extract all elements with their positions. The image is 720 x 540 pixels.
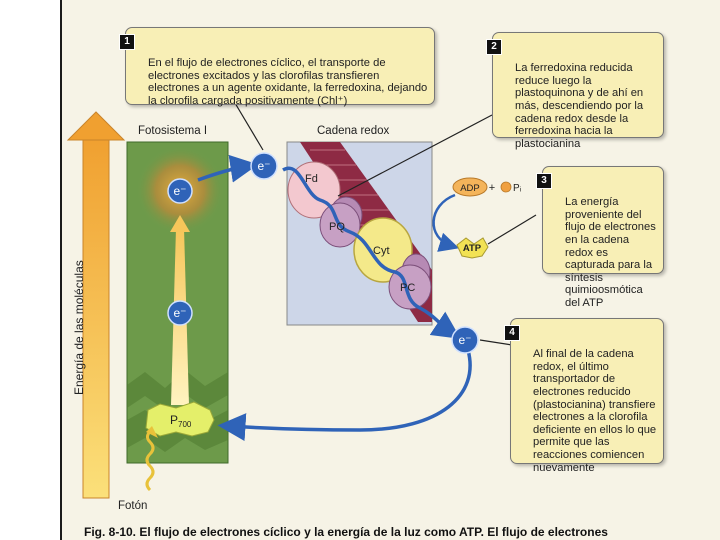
electron-return-arrow: [228, 350, 470, 430]
phosphate-dot: [501, 182, 511, 192]
energy-axis-label: Energía de las moléculas: [72, 260, 86, 395]
callout-1-text: En el flujo de electrones cíclico, el transporte de electrones excitados y las clorofilas transfieren electrones a un agente oxidante, la ferredoxina, dejando la clorofila cargada positivamente (Chl⁺): [148, 57, 428, 107]
fd-label: Fd: [305, 173, 318, 185]
electron-excited-label: e⁻: [173, 184, 187, 198]
p700-complex: [146, 402, 214, 436]
callout-2-number: 2: [486, 39, 502, 55]
photon-label: Fotón: [118, 500, 148, 512]
callout-3-pointer: [488, 215, 536, 244]
atp-synthesis-arrow: [434, 195, 455, 246]
pi-label: Pᵢ: [513, 183, 522, 194]
callout-3-text: La energía proveniente del flujo de electrones en la cadena redox es capturada para la síntesis quimioosmótica del ATP: [565, 196, 656, 309]
callout-4-text: Al final de la cadena redox, el último transportador de electrones reducido (plastocianina) transfiere electrones a la clorofila deficiente en ellos lo que permite que las reacciones comiencen nuevamente: [533, 348, 657, 474]
electron-transferred-label: e⁻: [257, 159, 271, 173]
callout-2: [491, 32, 664, 150]
pq-label: PQ: [329, 221, 345, 233]
electron-end-label: e⁻: [458, 333, 472, 347]
callout-1-number: 1: [119, 34, 135, 50]
electron-rising-label: e⁻: [173, 306, 187, 320]
cyt-label: Cyt: [373, 245, 390, 257]
callout-4-number: 4: [504, 325, 520, 341]
redox-chain-label: Cadena redox: [317, 125, 390, 137]
atp-label: ATP: [462, 243, 482, 254]
callout-1: [125, 27, 435, 105]
adp-label: ADP: [460, 183, 480, 194]
callout-3: [541, 166, 664, 309]
photosystem-label: Fotosistema I: [138, 125, 208, 137]
callout-3-number: 3: [536, 173, 552, 189]
callout-4: [509, 318, 664, 474]
plus-sign: +: [488, 182, 496, 194]
figure-caption: Fig. 8-10. El flujo de electrones cíclico y la energía de la luz como ATP. El flujo de electrones: [84, 525, 608, 539]
callout-2-text: La ferredoxina reducida reduce luego la plastoquinona y de ahí en más, descendiendo por la cadena redox desde la ferredoxina hacia la plastocianina: [515, 62, 644, 150]
pc-label: PC: [400, 282, 416, 294]
p700-label: $P_{700}$: [170, 413, 192, 429]
